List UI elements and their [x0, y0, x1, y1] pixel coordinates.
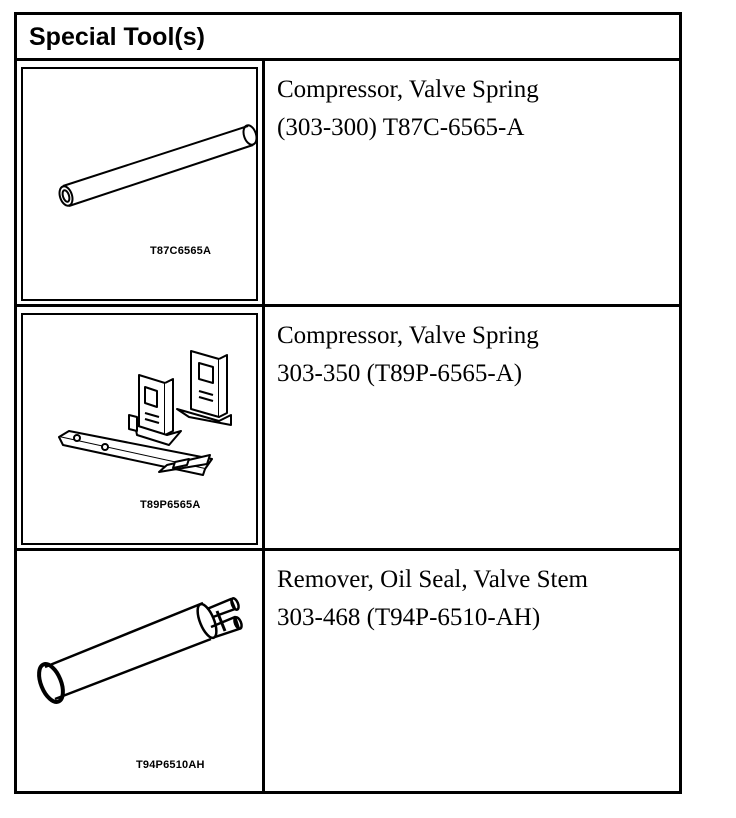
tool-description — [277, 71, 539, 147]
tool-image-cell — [17, 61, 265, 304]
oil-seal-remover-tube-icon — [17, 551, 262, 791]
tool-number: (303-300) T87C-6565-A — [277, 114, 525, 141]
tool-name: Remover, Oil Seal, Valve Stem — [277, 566, 588, 593]
tool-image-cell — [17, 307, 265, 548]
special-tools-table — [14, 12, 682, 794]
tool-description — [277, 317, 539, 393]
tool-number: 303-468 (T94P-6510-AH) — [277, 604, 541, 631]
tool-description — [277, 561, 588, 637]
valve-spring-compressor-bracket-icon — [17, 307, 262, 551]
tool-image-code: T94P6510AH — [136, 759, 205, 771]
table-title: Special Tool(s) — [29, 23, 205, 51]
tool-name: Compressor, Valve Spring — [277, 76, 539, 103]
tool-image-code: T89P6565A — [140, 499, 201, 511]
tool-image-cell — [17, 551, 265, 791]
table-row — [17, 61, 679, 307]
table-row — [17, 307, 679, 551]
table-row — [17, 551, 679, 791]
tool-name: Compressor, Valve Spring — [277, 322, 539, 349]
tool-image-code: T87C6565A — [150, 245, 212, 257]
valve-spring-compressor-rod-icon — [17, 61, 262, 307]
tool-number: 303-350 (T89P-6565-A) — [277, 360, 523, 387]
table-header — [17, 15, 679, 61]
